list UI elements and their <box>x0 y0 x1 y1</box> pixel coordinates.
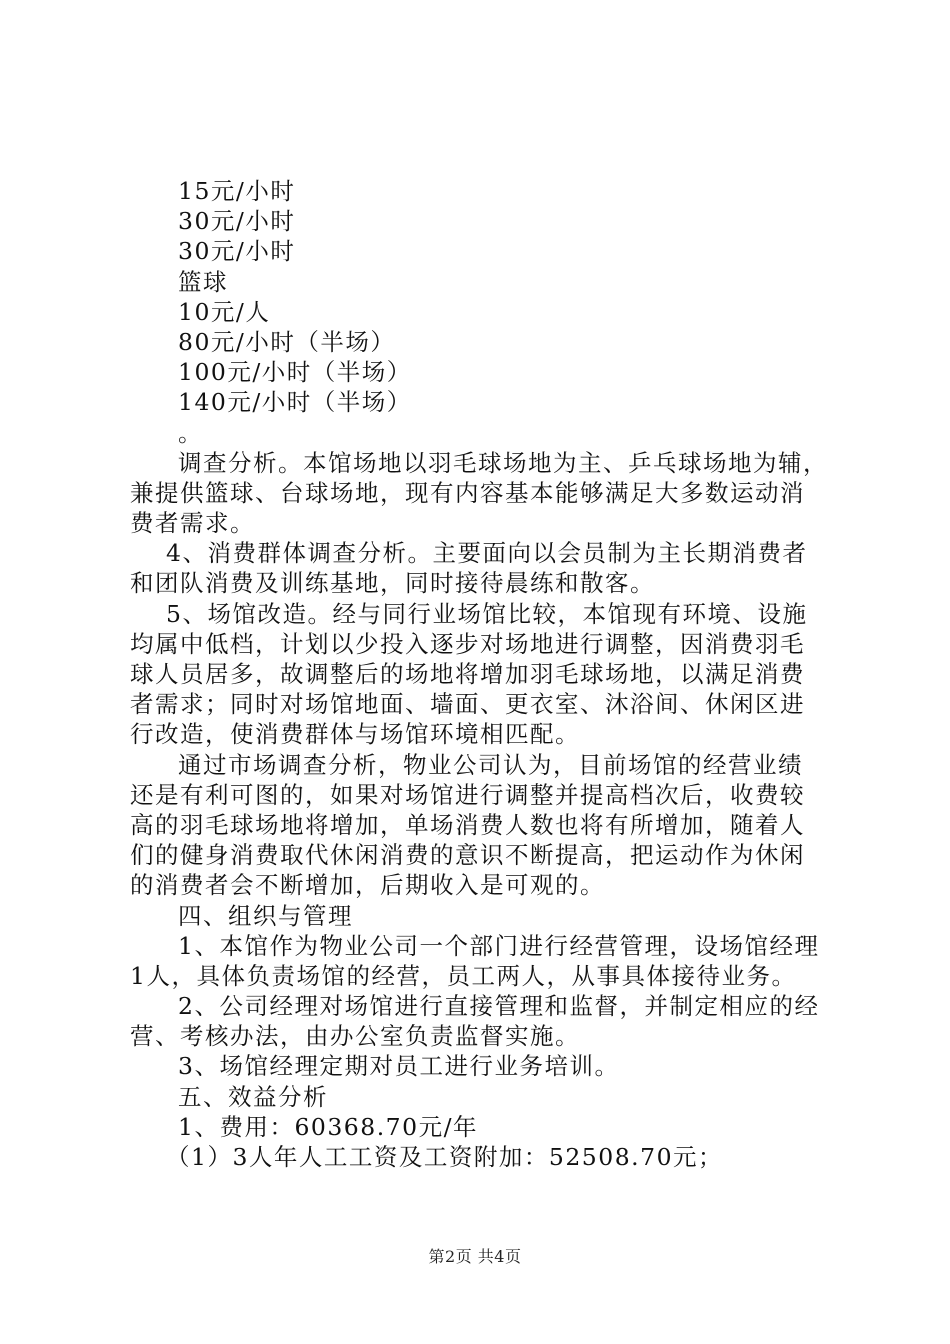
text-line: 营、考核办法，由办公室负责监督实施。 <box>130 1022 580 1051</box>
text-line: 球人员居多，故调整后的场地将增加羽毛球场地，以满足消费 <box>130 660 805 688</box>
text-line: 还是有利可图的，如果对场馆进行调整并提高档次后，收费较 <box>130 780 805 809</box>
text-line: 高的羽毛球场地将增加，单场消费人数也将有所增加，随着人 <box>130 810 805 839</box>
text-line: 篮球 <box>178 267 228 296</box>
text-line: （1）3人年人工工资及工资附加：52508.70元； <box>166 1143 724 1171</box>
text-line: 和团队消费及训练基地，同时接待晨练和散客。 <box>130 569 655 598</box>
text-line: 140元/小时（半场） <box>178 388 412 417</box>
text-line: 们的健身消费取代休闲消费的意识不断提高，把运动作为休闲 <box>130 841 805 870</box>
text-line: 四、组织与管理 <box>178 901 353 930</box>
text-line: 的消费者会不断增加，后期收入是可观的。 <box>130 871 605 900</box>
text-line: 3、场馆经理定期对员工进行业务培训。 <box>178 1052 620 1081</box>
page-footer: 第2页 共4页 <box>428 1247 522 1266</box>
text-line: 1、费用：60368.70元/年 <box>178 1112 478 1141</box>
text-line: 。 <box>178 418 203 447</box>
text-line: 费者需求。 <box>130 509 255 538</box>
text-line: 1人，具体负责场馆的经营，员工两人，从事具体接待业务。 <box>130 961 797 990</box>
text-line: 10元/人 <box>178 297 271 326</box>
text-line: 兼提供篮球、台球场地，现有内容基本能够满足大多数运动消 <box>130 478 805 507</box>
text-line: 1、本馆作为物业公司一个部门进行经营管理，设场馆经理 <box>178 931 820 960</box>
text-line: 4、消费群体调查分析。主要面向以会员制为主长期消费者 <box>166 539 808 568</box>
text-line: 五、效益分析 <box>178 1082 328 1111</box>
text-line: 80元/小时（半场） <box>178 327 396 356</box>
text-line: 30元/小时 <box>178 237 296 266</box>
text-line: 通过市场调查分析，物业公司认为，目前场馆的经营业绩 <box>178 750 803 779</box>
text-line: 15元/小时 <box>178 177 296 205</box>
text-line: 调查分析。本馆场地以羽毛球场地为主、乒乓球场地为辅， <box>178 448 828 477</box>
text-line: 2、公司经理对场馆进行直接管理和监督，并制定相应的经 <box>178 992 820 1021</box>
text-line: 者需求；同时对场馆地面、墙面、更衣室、沐浴间、休闲区进 <box>130 690 805 719</box>
text-line: 行改造，使消费群体与场馆环境相匹配。 <box>130 720 580 749</box>
text-line: 均属中低档，计划以少投入逐步对场地进行调整，因消费羽毛 <box>130 629 805 658</box>
text-line: 5、场馆改造。经与同行业场馆比较，本馆现有环境、设施 <box>166 599 808 628</box>
text-line: 30元/小时 <box>178 207 296 236</box>
body-text <box>130 176 840 1172</box>
text-line: 100元/小时（半场） <box>178 358 412 387</box>
